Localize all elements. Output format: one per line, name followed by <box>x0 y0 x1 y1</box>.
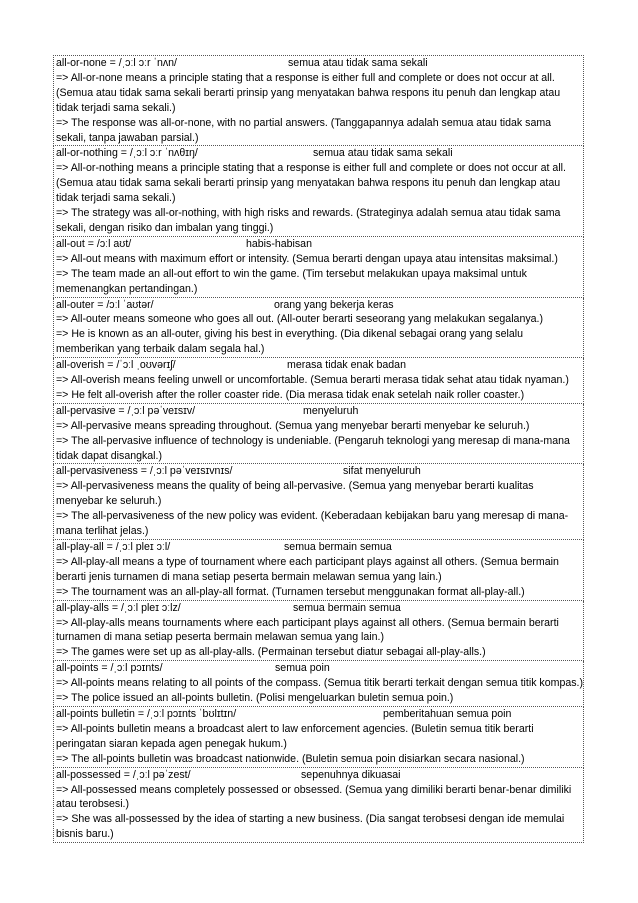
headword: all-pervasive = /ˌɔːl pəˈveɪsɪv/ <box>56 404 196 417</box>
definition-line: => All-outer means someone who goes all out. (All-outer berarti seseorang yang melakukan segalanya.) <box>56 313 543 326</box>
example-line: => The tournament was an all-play-all format. (Turnamen tersebut menggunakan format all-play-all.) <box>56 585 525 598</box>
entry-all-play-alls <box>53 601 584 662</box>
entry-all-play-all <box>53 540 584 601</box>
entry-all-possessed <box>53 768 584 844</box>
gloss: semua bermain semua <box>284 541 392 553</box>
definition-line: => All-pervasive means spreading throughout. (Semua yang menyebar berarti menyebar ke seluruh.) <box>56 419 530 432</box>
gloss: semua atau tidak sama sekali <box>288 57 428 69</box>
definition-line: => All-or-nothing means a principle stating that a response is either full and complete or does not occur at all. (Semua atau tidak sama sekali berarti prinsip yang menyatakan bahwa respons itu penuh dan lengkap atau tidak terjadi sama sekali.) <box>56 162 566 205</box>
gloss: semua atau tidak sama sekali <box>313 147 453 160</box>
entry-header <box>56 56 583 71</box>
entry-header <box>56 146 583 161</box>
headword: all-points bulletin = /ˌɔːl pɔɪnts ˈbʊlɪtɪn/ <box>56 707 237 720</box>
entry-all-points-bulletin <box>53 707 584 768</box>
headword: all-pervasiveness = /ˌɔːl pəˈveɪsɪvnɪs/ <box>56 465 233 478</box>
entry-all-overish <box>53 358 584 404</box>
entry-header <box>56 358 583 373</box>
definition-line: => All-points means relating to all points of the compass. (Semua titik berarti terkait dengan semua titik kompas.) <box>56 677 583 690</box>
entry-header <box>56 540 583 555</box>
definition-line: => All-points bulletin means a broadcast alert to law enforcement agencies. (Buletin semua titik berarti peringatan siaran kepada agen penegak hukum.) <box>56 722 534 750</box>
example-line: => The games were set up as all-play-alls. (Permainan tersebut diatur sebagai all-play-alls.) <box>56 646 486 659</box>
headword: all-or-nothing = /ˌɔːl ɔːr ˈnʌθɪŋ/ <box>56 147 198 160</box>
entry-header <box>56 464 583 479</box>
definition-line: => All-or-none means a principle stating that a response is either full and complete or does not occur at all. (Semua atau tidak sama sekali berarti prinsip yang menyatakan bahwa respons itu penuh dan lengkap atau tidak terjadi sama sekali.) <box>56 71 561 114</box>
definition-line: => All-out means with maximum effort or intensity. (Semua berarti dengan upaya atau intensitas maksimal.) <box>56 252 558 265</box>
entry-header <box>56 768 583 783</box>
headword: all-play-alls = /ˌɔːl pleɪ ɔːlz/ <box>56 601 181 614</box>
gloss: sifat menyeluruh <box>343 465 421 478</box>
headword: all-or-none = /ˌɔːl ɔːr ˈnʌn/ <box>56 57 177 69</box>
entry-header <box>56 661 583 676</box>
gloss: orang yang bekerja keras <box>274 298 394 311</box>
entry-header <box>56 601 583 616</box>
entry-all-points <box>53 661 584 707</box>
example-line: => The team made an all-out effort to win the game. (Tim tersebut melakukan upaya maksimal untuk memenangkan pertandingan.) <box>56 267 527 295</box>
example-line: => The all-pervasive influence of technology is undeniable. (Pengaruh teknologi yang meresap di mana-mana tidak dapat disangkal.) <box>56 434 570 462</box>
definition-line: => All-possessed means completely possessed or obsessed. (Semua yang dimiliki berarti benar-benar dimiliki atau terobsesi.) <box>56 783 572 811</box>
dictionary-table <box>53 55 584 843</box>
gloss: merasa tidak enak badan <box>287 359 406 372</box>
headword: all-outer = /ɔːl ˈaʊtər/ <box>56 298 154 311</box>
entry-all-pervasive <box>53 404 584 465</box>
entry-header <box>56 298 583 313</box>
example-line: => The strategy was all-or-nothing, with high risks and rewards. (Strateginya adalah semua atau tidak sama sekali, dengan risiko dan imbalan yang tinggi.) <box>56 207 561 234</box>
headword: all-play-all = /ˌɔːl pleɪ ɔːl/ <box>56 541 171 553</box>
gloss: pemberitahuan semua poin <box>383 707 512 720</box>
headword: all-overish = /ˈɔːl ˌoʊvərɪʃ/ <box>56 359 176 372</box>
example-line: => He is known as an all-outer, giving his best in everything. (Dia dikenal sebagai orang yang selalu memberikan yang terbaik dalam segala hal.) <box>56 328 523 356</box>
definition-line: => All-pervasiveness means the quality of being all-pervasive. (Semua yang menyebar berarti kualitas menyebar ke seluruh.) <box>56 480 534 508</box>
entry-header <box>56 237 583 252</box>
example-line: => The response was all-or-none, with no partial answers. (Tanggapannya adalah semua atau tidak sama sekali, tanpa jawaban parsial.) <box>56 116 552 144</box>
example-line: => She was all-possessed by the idea of starting a new business. (Dia sangat terobsesi dengan ide memulai bisnis baru.) <box>56 813 565 841</box>
example-line: => The police issued an all-points bulletin. (Polisi mengeluarkan buletin semua poin.) <box>56 692 454 705</box>
entry-header <box>56 404 583 419</box>
gloss: semua poin <box>275 662 330 675</box>
example-line: => The all-points bulletin was broadcast nationwide. (Buletin semua poin disiarkan secara nasional.) <box>56 752 525 765</box>
gloss: habis-habisan <box>246 237 312 250</box>
entry-all-pervasiveness <box>53 464 584 540</box>
entry-all-or-nothing <box>53 146 584 236</box>
example-line: => He felt all-overish after the roller coaster ride. (Dia merasa tidak enak setelah naik roller coaster.) <box>56 388 525 401</box>
headword: all-out = /ɔːl aʊt/ <box>56 237 132 250</box>
definition-line: => All-overish means feeling unwell or uncomfortable. (Semua berarti merasa tidak sehat atau tidak nyaman.) <box>56 374 569 387</box>
example-line: => The all-pervasiveness of the new policy was evident. (Keberadaan kebijakan baru yang meresap di mana-mana terlihat jelas.) <box>56 510 569 538</box>
definition-line: => All-play-alls means tournaments where each participant plays against all others. (Semua bermain berarti turnamen di mana setiap peserta bermain melawan semua yang lain.) <box>56 616 559 644</box>
gloss: sepenuhnya dikuasai <box>301 768 401 781</box>
definition-line: => All-play-all means a type of tournament where each participant plays against all others. (Semua bermain berarti jenis turnamen di mana setiap peserta bermain melawan semua yang lain.) <box>56 555 559 583</box>
entry-header <box>56 707 583 722</box>
gloss: menyeluruh <box>303 404 359 417</box>
entry-all-outer <box>53 298 584 359</box>
entry-all-out <box>53 237 584 298</box>
gloss: semua bermain semua <box>293 601 401 614</box>
entry-all-or-none <box>53 55 584 146</box>
headword: all-possessed = /ˌɔːl pəˈzest/ <box>56 768 191 781</box>
headword: all-points = /ˌɔːl pɔɪnts/ <box>56 662 163 675</box>
